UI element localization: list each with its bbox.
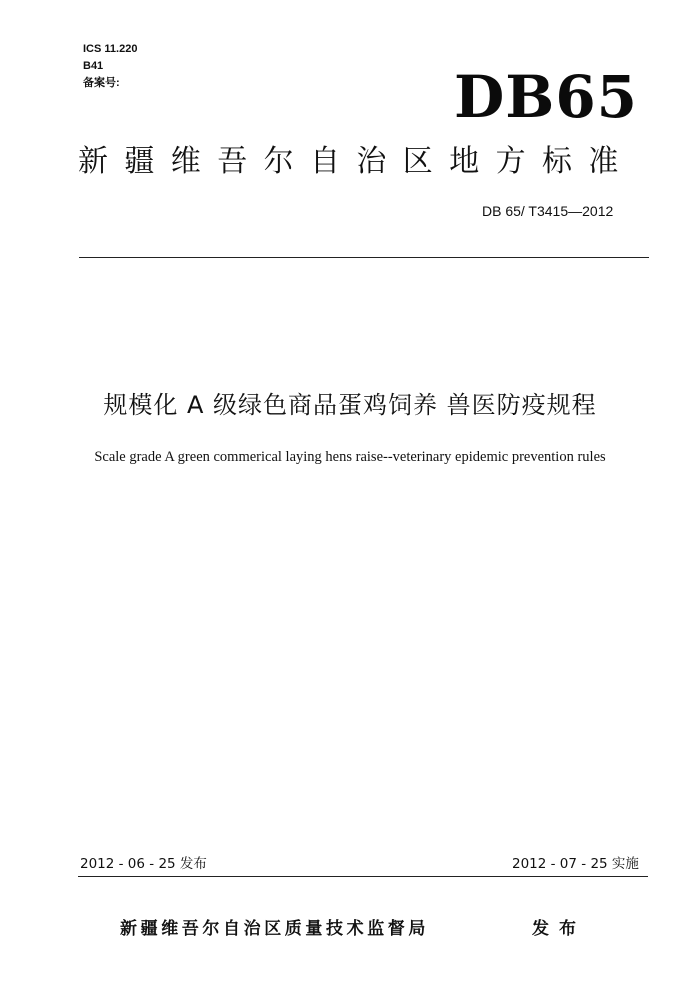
standard-number: DB 65/ T3415—2012	[482, 203, 614, 219]
implementation-date: 2012 - 07 - 25 实施	[512, 856, 639, 872]
title-chinese: 规模化 A 级绿色商品蛋鸡饲养 兽医防疫规程	[103, 391, 597, 419]
db65-logo: DB65	[454, 63, 639, 131]
ics-code: ICS 11.220	[83, 43, 138, 55]
top-divider	[79, 257, 649, 258]
filing-number-label: 备案号:	[83, 77, 120, 89]
issuing-authority: 新疆维吾尔自治区质量技术监督局	[120, 919, 429, 939]
bottom-divider	[78, 876, 648, 877]
classification-code: B41	[83, 60, 104, 72]
standard-type-heading: 新疆维吾尔自治区地方标准	[78, 144, 635, 179]
title-english: Scale grade A green commerical laying hens raise--veterinary epidemic prevention rules	[94, 449, 606, 465]
issued-label: 发布	[532, 919, 586, 939]
issue-date: 2012 - 06 - 25 发布	[80, 856, 207, 872]
